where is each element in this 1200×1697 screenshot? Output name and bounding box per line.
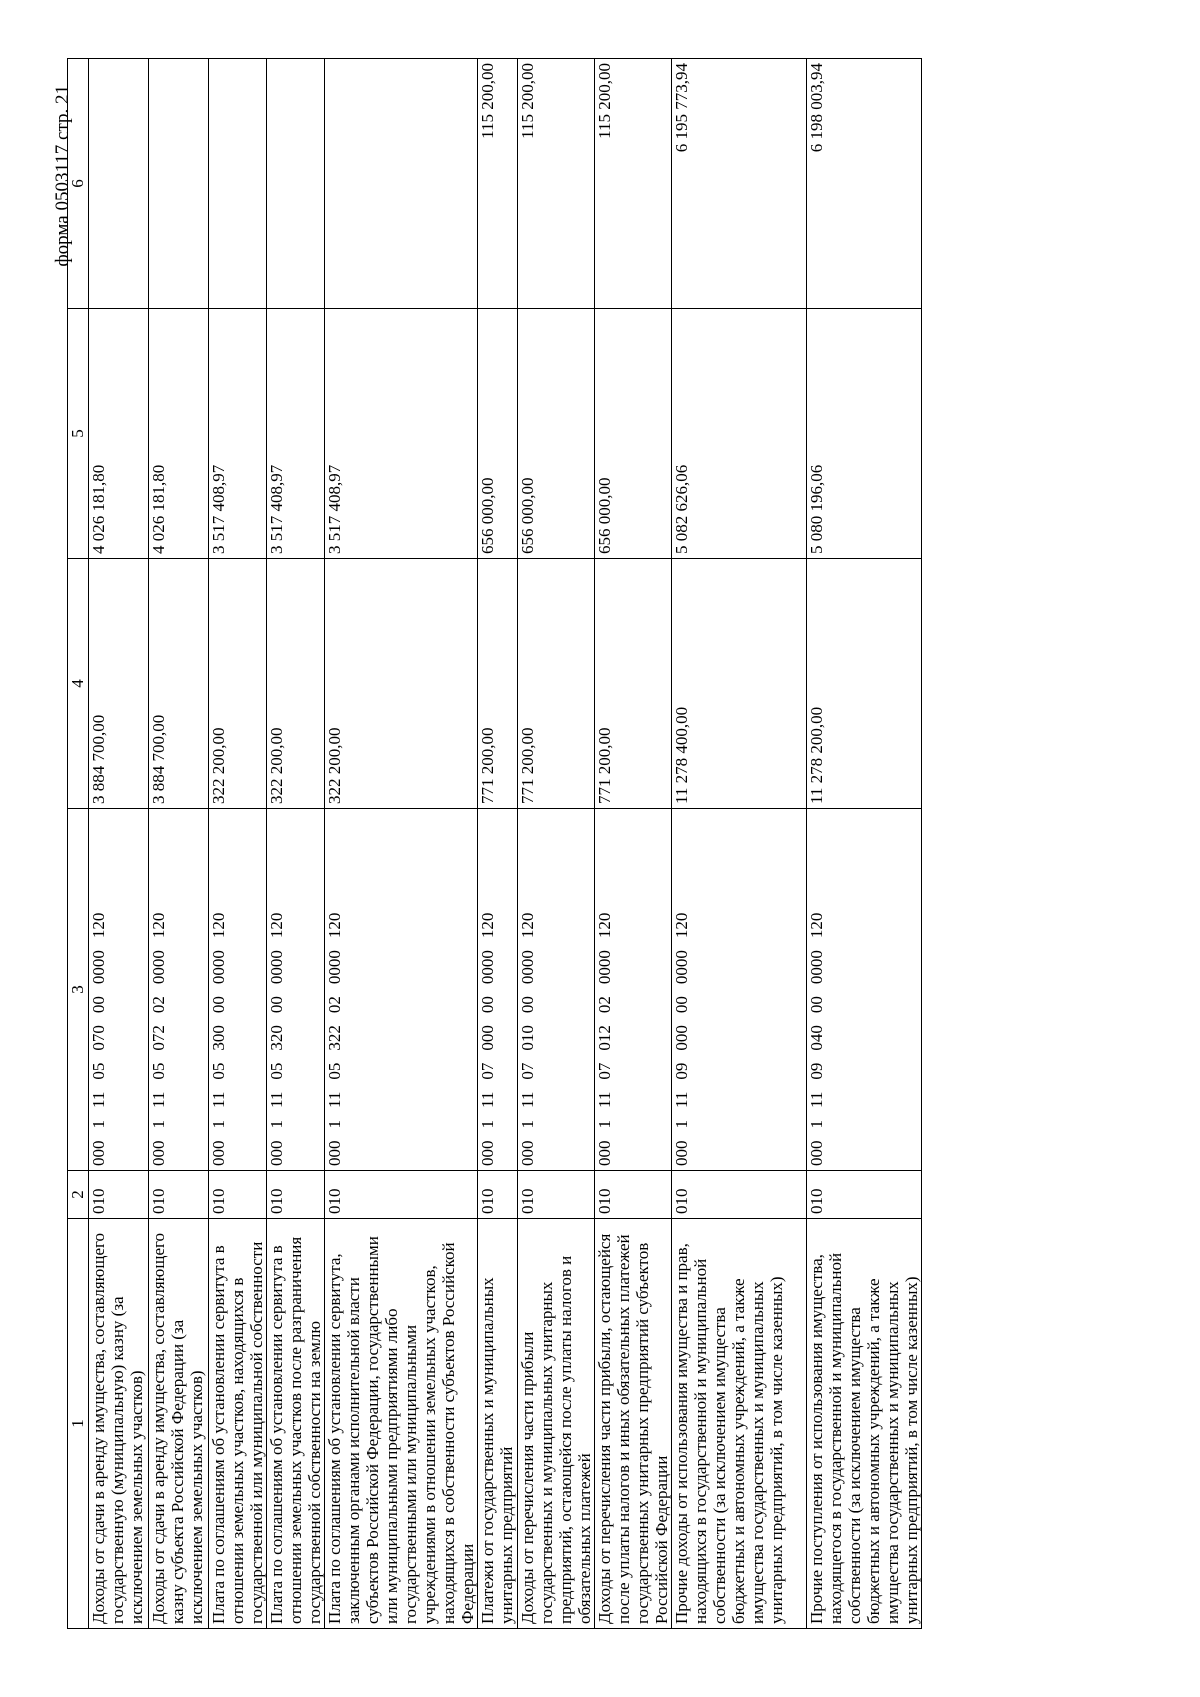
income-code-part: 05 [267,1062,286,1080]
row-name: Плата по соглашениям об установлении сервитута в отношении земельных участков после разграничения государственной собственности на землю [267,1219,325,1629]
income-code-part: 000 [149,1140,168,1166]
income-code-part: 00 [89,996,108,1014]
income-code-part: 000 [595,1140,614,1166]
income-code-part: 320 [267,1025,286,1051]
income-code-part: 00 [518,996,537,1014]
row-unexecuted-amount [149,59,209,309]
income-code-part: 11 [595,1091,614,1108]
row-income-code [325,809,478,1171]
row-executed-amount: 5 080 196,06 [807,309,922,559]
income-code-part: 040 [807,1025,826,1051]
income-code-part: 11 [209,1091,228,1108]
row-executed-amount: 5 082 626,06 [672,309,807,559]
row-income-code [518,809,595,1171]
income-code-part: 0000 [478,950,497,985]
row-income-code [89,809,149,1171]
income-code-part: 05 [325,1062,344,1080]
row-approved-amount: 322 200,00 [209,559,267,809]
income-code-part: 00 [672,996,691,1014]
income-code-part: 000 [478,1140,497,1166]
income-code-part: 120 [807,912,826,939]
income-code-part: 120 [672,912,691,939]
row-name: Плата по соглашениям об установлении сервитута, заключенным органами исполнительной власти субъектов Российской Федерации, государственными или муниципальными предприятиями либо государственными или муниципальными учреждениями в отношении земельных участков, находящихся в собственности субъектов Российской Федерации [325,1219,478,1629]
row-approved-amount: 771 200,00 [518,559,595,809]
income-code-part: 322 [325,1025,344,1051]
row-approved-amount: 3 884 700,00 [149,559,209,809]
income-code-part: 02 [325,996,344,1014]
income-code-part: 07 [518,1062,537,1080]
income-code-part: 000 [89,1140,108,1166]
income-code-part: 05 [209,1062,228,1080]
income-code-part: 0000 [209,950,228,985]
row-unexecuted-amount: 115 200,00 [595,59,672,309]
row-income-code [478,809,518,1171]
income-code-part: 000 [209,1140,228,1166]
income-code-part: 11 [672,1091,691,1108]
row-approved-amount: 771 200,00 [595,559,672,809]
income-code-part: 07 [595,1062,614,1080]
income-code-part: 072 [149,1025,168,1051]
row-name: Доходы от сдачи в аренду имущества, составляющего казну субъекта Российской Федерации (за исключением земельных участков) [149,1219,209,1629]
income-code-part: 02 [149,996,168,1014]
row-unexecuted-amount [89,59,149,309]
col-header-3: 3 [68,809,89,1171]
income-code-part: 0000 [149,950,168,985]
row-line-code: 010 [807,1171,922,1219]
income-code-part: 0000 [807,950,826,985]
row-approved-amount: 771 200,00 [478,559,518,809]
row-name: Прочие доходы от использования имущества и прав, находящихся в государственной и муниципальной собственности (за исключением имущества бюджетных и автономных учреждений, а также имущества государственных и муниципальных унитарных предприятий, в том числе казенных) [672,1219,807,1629]
row-approved-amount: 322 200,00 [325,559,478,809]
row-approved-amount: 322 200,00 [267,559,325,809]
income-code-part: 1 [209,1120,228,1129]
income-code-part: 0000 [518,950,537,985]
income-code-part: 05 [149,1062,168,1080]
income-code-part: 000 [807,1140,826,1166]
row-executed-amount: 4 026 181,80 [89,309,149,559]
row-name: Прочие поступления от использования имущества, находящегося в государственной и муниципальной собственности (за исключением имущества бюджетных и автономных учреждений, а также имущества государственных и муниципальных унитарных предприятий, в том числе казенных) [807,1219,922,1629]
table-row [518,59,595,1629]
income-code-part: 000 [672,1025,691,1051]
row-line-code: 010 [672,1171,807,1219]
income-code-part: 120 [595,912,614,939]
income-code-part: 1 [595,1120,614,1129]
income-code-part: 1 [325,1120,344,1129]
row-executed-amount: 656 000,00 [478,309,518,559]
income-code-part: 09 [672,1062,691,1080]
income-code-part: 11 [149,1091,168,1108]
table-row [267,59,325,1629]
income-code-part: 1 [89,1120,108,1129]
income-code-part: 05 [89,1062,108,1080]
table-row [807,59,922,1629]
row-line-code: 010 [478,1171,518,1219]
row-name: Платежи от государственных и муниципальных унитарных предприятий [478,1219,518,1629]
row-name: Плата по соглашениям об установлении сервитута в отношении земельных участков, находящихся в государственной или муниципальной собственности [209,1219,267,1629]
income-code-part: 11 [518,1091,537,1108]
income-code-part: 0000 [325,950,344,985]
income-code-part: 11 [325,1091,344,1108]
income-code-part: 11 [807,1091,826,1108]
row-line-code: 010 [89,1171,149,1219]
row-unexecuted-amount: 6 195 773,94 [672,59,807,309]
income-code-part: 1 [518,1120,537,1129]
income-code-part: 000 [325,1140,344,1166]
row-name: Доходы от перечисления части прибыли государственных и муниципальных унитарных предприятий, остающейся после уплаты налогов и обязательных платежей [518,1219,595,1629]
income-code-part: 010 [518,1025,537,1051]
col-header-6: 6 [68,59,89,309]
row-income-code [807,809,922,1171]
income-code-part: 0000 [672,950,691,985]
row-income-code [672,809,807,1171]
income-code-part: 300 [209,1025,228,1051]
income-code-part: 00 [267,996,286,1014]
income-code-part: 120 [518,912,537,939]
row-approved-amount: 11 278 400,00 [672,559,807,809]
table-row [325,59,478,1629]
row-line-code: 010 [518,1171,595,1219]
income-code-part: 1 [478,1120,497,1129]
row-income-code [267,809,325,1171]
table-row [209,59,267,1629]
income-code-part: 1 [807,1120,826,1129]
income-code-part: 11 [89,1091,108,1108]
income-code-part: 000 [518,1140,537,1166]
income-code-part: 120 [89,912,108,939]
row-line-code: 010 [325,1171,478,1219]
row-unexecuted-amount: 115 200,00 [518,59,595,309]
income-code-part: 1 [672,1120,691,1129]
income-code-part: 00 [478,996,497,1014]
row-line-code: 010 [267,1171,325,1219]
row-approved-amount: 11 278 200,00 [807,559,922,809]
col-header-5: 5 [68,309,89,559]
table-row [89,59,149,1629]
income-code-part: 120 [209,912,228,939]
row-executed-amount: 656 000,00 [518,309,595,559]
row-income-code [595,809,672,1171]
col-header-4: 4 [68,559,89,809]
income-code-part: 07 [478,1062,497,1080]
table-row [149,59,209,1629]
income-code-part: 120 [325,912,344,939]
row-executed-amount: 3 517 408,97 [325,309,478,559]
row-income-code [149,809,209,1171]
income-code-part: 012 [595,1025,614,1051]
table-body [89,59,922,1629]
income-code-part: 0000 [89,950,108,985]
income-code-part: 120 [267,912,286,939]
income-code-part: 070 [89,1025,108,1051]
income-code-part: 0000 [267,950,286,985]
income-code-part: 11 [267,1091,286,1108]
row-unexecuted-amount: 115 200,00 [478,59,518,309]
income-code-part: 0000 [595,950,614,985]
table-row [672,59,807,1629]
row-unexecuted-amount [325,59,478,309]
row-executed-amount: 4 026 181,80 [149,309,209,559]
row-executed-amount: 656 000,00 [595,309,672,559]
income-code-part: 1 [149,1120,168,1129]
table-row [478,59,518,1629]
row-approved-amount: 3 884 700,00 [89,559,149,809]
row-unexecuted-amount [267,59,325,309]
income-code-part: 09 [807,1062,826,1080]
row-executed-amount: 3 517 408,97 [267,309,325,559]
income-code-part: 02 [595,996,614,1014]
row-executed-amount: 3 517 408,97 [209,309,267,559]
column-number-row [68,59,89,1629]
income-code-part: 120 [149,912,168,939]
col-header-2: 2 [68,1171,89,1219]
form-label: форма 0503117 стр. 21 [52,85,73,267]
row-line-code: 010 [595,1171,672,1219]
row-name: Доходы от сдачи в аренду имущества, составляющего государственную (муниципальную) казну (за исключением земельных участков) [89,1219,149,1629]
row-line-code: 010 [149,1171,209,1219]
income-code-part: 1 [267,1120,286,1129]
row-line-code: 010 [209,1171,267,1219]
income-code-part: 000 [267,1140,286,1166]
income-code-part: 000 [478,1025,497,1051]
report-table [67,58,922,1629]
income-code-part: 00 [807,996,826,1014]
row-unexecuted-amount [209,59,267,309]
income-code-part: 000 [672,1140,691,1166]
income-code-part: 120 [478,912,497,939]
col-header-1: 1 [68,1219,89,1629]
row-income-code [209,809,267,1171]
table-row [595,59,672,1629]
income-code-part: 11 [478,1091,497,1108]
income-code-part: 00 [209,996,228,1014]
row-unexecuted-amount: 6 198 003,94 [807,59,922,309]
row-name: Доходы от перечисления части прибыли, остающейся после уплаты налогов и иных обязательных платежей государственных унитарных предприятий субъектов Российской Федерации [595,1219,672,1629]
